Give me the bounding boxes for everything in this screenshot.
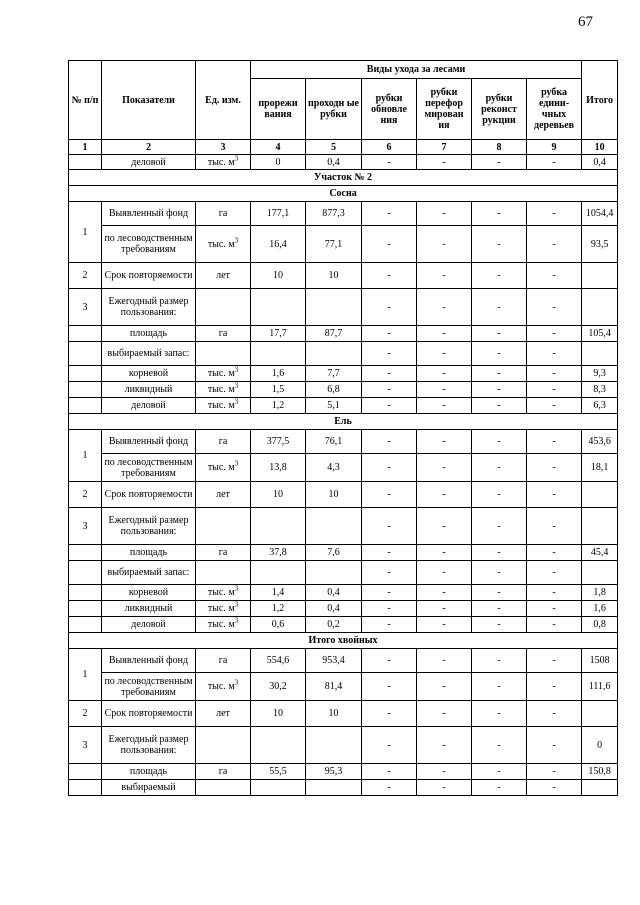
table-row: по лесоводственным требованиям тыс. $м^3$ 16,4 77,1 - - - - 93,5 [69, 226, 618, 263]
table-row: 1 Выявленный фонд га 377,5 76,1 - - - - 453,6 [69, 430, 618, 454]
col-number: 7 [417, 140, 472, 155]
col-number: 1 [69, 140, 102, 155]
table-row: 1 Выявленный фонд га 177,1 877,3 - - - - 1054,4 [69, 202, 618, 226]
header-col8: рубки реконст рукции [472, 79, 527, 140]
section-row [69, 170, 618, 186]
section-title: Сосна [69, 186, 618, 202]
header-col7: рубки перефор мирован ия [417, 79, 472, 140]
row-label: по лесоводственным требованиям [102, 226, 196, 263]
table-row: по лесоводственным требованиям тыс. $м^3$ 30,2 81,4 - - - - 111,6 [69, 673, 618, 701]
section-title: Участок № 2 [69, 170, 618, 186]
row-label: Срок повторяемости [102, 263, 196, 289]
table-row: корневой тыс. $м^3$ 1,4 0,4 - - - - 1,8 [69, 585, 618, 601]
row-label: деловой [102, 617, 196, 633]
row-label: площадь [102, 326, 196, 342]
table-row: деловой тыс. $м^3$ 0,6 0,2 - - - - 0,8 [69, 617, 618, 633]
table-row: по лесоводственным требованиям тыс. $м^3$ 13,8 4,3 - - - - 18,1 [69, 454, 618, 482]
header-col5: проходн ые рубки [306, 79, 362, 140]
row-label: Ежегодный размер пользования: [102, 289, 196, 326]
table-row: деловой тыс. $м^3$ 0 0,4 - - - - 0,4 [69, 155, 618, 170]
row-label: корневой [102, 585, 196, 601]
row-label: площадь [102, 764, 196, 780]
table-row: ликвидный тыс. $м^3$ 1,2 0,4 - - - - 1,6 [69, 601, 618, 617]
table-row: 3 Ежегодный размер пользования: - - - - [69, 508, 618, 545]
table-row: площадь га 17,7 87,7 - - - - 105,4 [69, 326, 618, 342]
header-row [69, 61, 618, 79]
row-label: выбираемый [102, 780, 196, 796]
col-number: 9 [527, 140, 582, 155]
table-row: 1 Выявленный фонд га 554,6 953,4 - - - - 1508 [69, 649, 618, 673]
row-label: по лесоводственным требованиям [102, 454, 196, 482]
table-row: площадь га 37,8 7,6 - - - - 45,4 [69, 545, 618, 561]
row-label: деловой [102, 398, 196, 414]
col-number: 5 [306, 140, 362, 155]
row-label: ликвидный [102, 601, 196, 617]
col-number: 10 [582, 140, 618, 155]
col-number: 4 [251, 140, 306, 155]
section-row [69, 186, 618, 202]
row-label: Ежегодный размер пользования: [102, 508, 196, 545]
table-row: 2 Срок повторяемости лет 10 10 - - - - [69, 263, 618, 289]
header-col9: рубка едини- чных деревьев [527, 79, 582, 140]
table-row: выбираемый - - - - [69, 780, 618, 796]
row-label: Выявленный фонд [102, 649, 196, 673]
header-total: Итого [582, 61, 618, 140]
section-row [69, 414, 618, 430]
row-label: корневой [102, 366, 196, 382]
unit-cell: тыс. $м^3$ [196, 155, 251, 170]
col-number: 3 [196, 140, 251, 155]
row-label: деловой [102, 155, 196, 170]
table-row: площадь га 55,5 95,3 - - - - 150,8 [69, 764, 618, 780]
col-number: 8 [472, 140, 527, 155]
row-label: Выявленный фонд [102, 430, 196, 454]
row-label: Ежегодный размер пользования: [102, 727, 196, 764]
page-number: 67 [578, 14, 593, 30]
table-row: 2 Срок повторяемости лет 10 10 - - - - [69, 482, 618, 508]
column-numbers-row [69, 140, 618, 155]
col-number: 6 [362, 140, 417, 155]
row-label: выбираемый запас: [102, 342, 196, 366]
header-no: № п/п [69, 61, 102, 140]
table-row: выбираемый запас: - - - - [69, 561, 618, 585]
section-title: Ель [69, 414, 618, 430]
table-row: корневой тыс. $м^3$ 1,6 7,7 - - - - 9,3 [69, 366, 618, 382]
table-row: выбираемый запас: - - - - [69, 342, 618, 366]
header-col6: рубки обновле ния [362, 79, 417, 140]
row-label: по лесоводственным требованиям [102, 673, 196, 701]
table-row: деловой тыс. $м^3$ 1,2 5,1 - - - - 6,3 [69, 398, 618, 414]
row-label: выбираемый запас: [102, 561, 196, 585]
header-unit: Ед. изм. [196, 61, 251, 140]
table-row: 3 Ежегодный размер пользования: - - - - [69, 289, 618, 326]
section-title: Итого хвойных [69, 633, 618, 649]
col-number: 2 [102, 140, 196, 155]
header-indicators: Показатели [102, 61, 196, 140]
row-label: ликвидный [102, 382, 196, 398]
row-label: Срок повторяемости [102, 701, 196, 727]
forest-care-table [68, 60, 618, 796]
table-row: 3 Ежегодный размер пользования: - - - - 0 [69, 727, 618, 764]
section-row [69, 633, 618, 649]
table-row: ликвидный тыс. $м^3$ 1,5 6,8 - - - - 8,3 [69, 382, 618, 398]
header-care-types: Виды ухода за лесами [251, 61, 582, 79]
row-label: Выявленный фонд [102, 202, 196, 226]
table-row: 2 Срок повторяемости лет 10 10 - - - - [69, 701, 618, 727]
header-col4: прорежи вания [251, 79, 306, 140]
row-label: площадь [102, 545, 196, 561]
row-label: Срок повторяемости [102, 482, 196, 508]
